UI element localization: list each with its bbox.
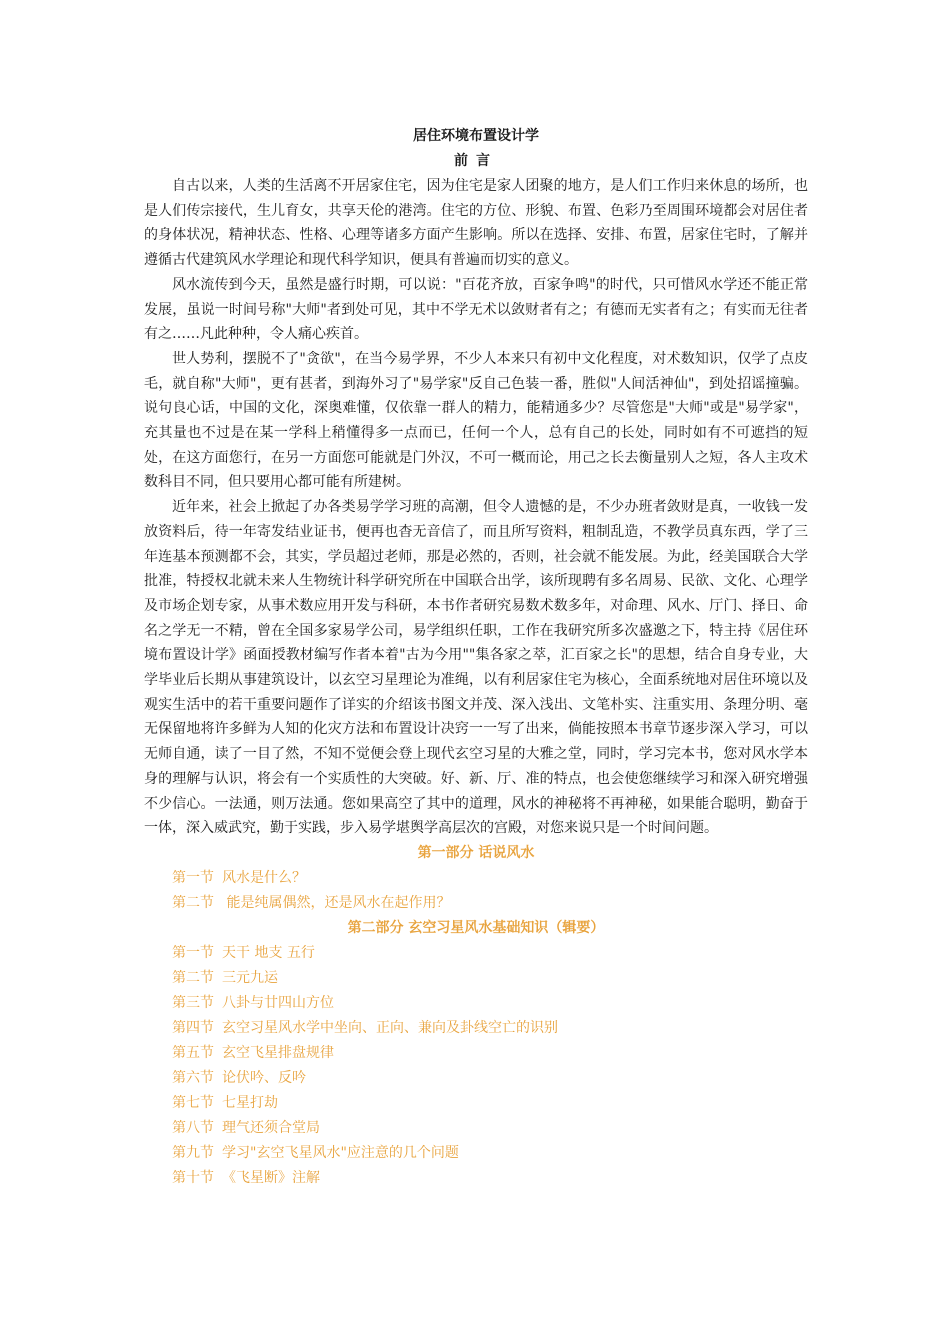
toc-link[interactable] <box>144 1141 808 1166</box>
toc-link[interactable] <box>144 1041 808 1066</box>
toc-title: 七星打劫 <box>222 1094 278 1111</box>
toc-title: 学习"玄空飞星风水"应注意的几个问题 <box>222 1144 459 1161</box>
toc-title: 天干 地支 五行 <box>222 944 315 961</box>
toc-link[interactable] <box>144 941 808 966</box>
toc-link[interactable] <box>144 991 808 1016</box>
toc-link[interactable] <box>144 1066 808 1091</box>
toc-number: 第六节 <box>172 1069 214 1086</box>
part1-heading-link[interactable]: 第一部分 话说风水 <box>417 844 535 861</box>
toc-number: 第七节 <box>172 1094 214 1111</box>
toc-link[interactable] <box>144 891 808 916</box>
toc-link[interactable] <box>144 1091 808 1116</box>
toc-number: 第十节 <box>172 1169 214 1186</box>
toc-link[interactable] <box>144 866 808 891</box>
toc-number: 第二节 <box>172 969 214 986</box>
toc-link[interactable] <box>144 1016 808 1041</box>
document-title: 居住环境布置设计学 <box>413 128 539 144</box>
toc-title: 风水是什么？ <box>222 869 306 886</box>
toc-link[interactable] <box>144 966 808 991</box>
toc-number: 第一节 <box>172 869 214 886</box>
toc-number: 第二节 <box>172 894 214 911</box>
toc-number: 第九节 <box>172 1144 214 1161</box>
toc-title: 能是纯属偶然，还是风水在起作用？ <box>222 894 451 911</box>
toc-link[interactable] <box>144 1166 808 1191</box>
toc-title: 理气还须合堂局 <box>222 1119 320 1136</box>
toc-number: 第一节 <box>172 944 214 961</box>
paragraph: 近年来，社会上掀起了办各类易学学习班的高潮，但令人遗憾的是，不少办班者敛财是真，一收钱一发放资料后，待一年寄发结业证书，便再也杳无音信了，而且所写资料，粗制乱造，不教学员真东西，学了三年连基本预测都不会，其实，学员超过老师，那是必然的，否则，社会就不能发展。为此，经美国联合大学批准，特授权北就未来人生物统计科学研究所在中国联合出学，该所现聘有多名周易、民欲、文化、心理学及市场企划专家，从事术数应用开发与科研，本书作者研究易数术数多年，对命理、风水、厅门、择日、命名之学无一不精，曾在全国多家易学公司，易学组织任职，工作在我研究所多次盛邀之下，特主持《居住环境布置设计学》函面授教材编写作者本着"古为今用""集各家之萃，汇百家之长"的思想，结合自身专业，大学毕业后长期从事建筑设计，以玄空习星理论为准绳，以有利居家住宅为核心，全面系统地对居住环境以及观实生活中的若干重要问题作了详实的介绍该书图文并茂、深入浅出、文笔朴实、注重实用、条理分明、毫无保留地将许多鲜为人知的化灾方法和布置设计决窍一一写了出来，倘能按照本书章节逐步深入学习，可以无师自通，读了一目了然，不知不觉便会登上现代玄空习星的大雅之堂，同时，学习完本书，您对风水学本身的理解与认识，将会有一个实质性的大突破。好、新、厅、准的特点，也会使您继续学习和深入研究增强不少信心。一法通，则万法通。您如果高空了其中的道理，风水的神秘将不再神秘，如果能合聪明，勤奋于一体，深入威武究，勤于实践，步入易学堪舆学高层次的宫殿，对您来说只是一个时间问题。 <box>144 499 808 837</box>
toc-title: 玄空习星风水学中坐向、正向、兼向及卦线空亡的识别 <box>222 1019 558 1036</box>
paragraph: 风水流传到今天，虽然是盛行时期，可以说："百花齐放，百家争鸣"的时代，只可惜风水学还不能正常发展，虽说一时间号称"大师"者到处可见，其中不学无术以敛财者有之；有德而无实者有之；有实而无往者有之……凡此种种，令人痛心疾首。 <box>144 276 808 343</box>
paragraph: 世人势利，摆脱不了"贪欲"，在当今易学界，不少人本来只有初中文化程度，对术数知识，仅学了点皮毛，就自称"大师"，更有甚者，到海外习了"易学家"反自己色装一番，胜似"人间活神仙"，到处招谣撞骗。说句良心话，中国的文化，深奥难懂，仅依靠一群人的精力，能精通多少？尽管您是"大师"或是"易学家"，充其量也不过是在某一学科上稍懂得多一点而已，任何一个人，总有自己的长处，同时如有不可遮挡的短处，在这方面您行，在另一方面您可能就是门外汉，不可一概而论，用己之长去衡量别人之短，各人主攻术数科目不同，但只要用心都可能有所建树。 <box>144 350 808 491</box>
toc-title: 八卦与廿四山方位 <box>222 994 334 1011</box>
toc-number: 第八节 <box>172 1119 214 1136</box>
toc-number: 第五节 <box>172 1044 214 1061</box>
part1-toc <box>144 866 808 916</box>
toc-number: 第四节 <box>172 1019 214 1036</box>
preface-heading: 前言 <box>454 153 498 169</box>
toc-link[interactable] <box>144 1116 808 1141</box>
toc-title: 《飞星断》注解 <box>222 1169 320 1186</box>
part2-heading-link[interactable]: 第二部分 玄空习星风水基础知识（辑要） <box>347 919 605 936</box>
toc-title: 玄空飞星排盘规律 <box>222 1044 334 1061</box>
toc-number: 第三节 <box>172 994 214 1011</box>
document-page <box>144 124 808 1191</box>
paragraph: 自古以来，人类的生活离不开居家住宅，因为住宅是家人团聚的地方，是人们工作归来休息的场所，也是人们传宗接代，生儿育女，共享天伦的港湾。住宅的方位、形貌、布置、色彩乃至周围环境都会对居住者的身体状况，精神状态、性格、心理等诸多方面产生影响。所以在选择、安排、布置，居家住宅时，了解并遵循古代建筑风水学理论和现代科学知识，便具有普遍而切实的意义。 <box>144 178 808 269</box>
toc-title: 三元九运 <box>222 969 278 986</box>
toc-title: 论伏吟、反吟 <box>222 1069 306 1086</box>
part2-toc <box>144 941 808 1191</box>
preface-body <box>144 174 808 841</box>
